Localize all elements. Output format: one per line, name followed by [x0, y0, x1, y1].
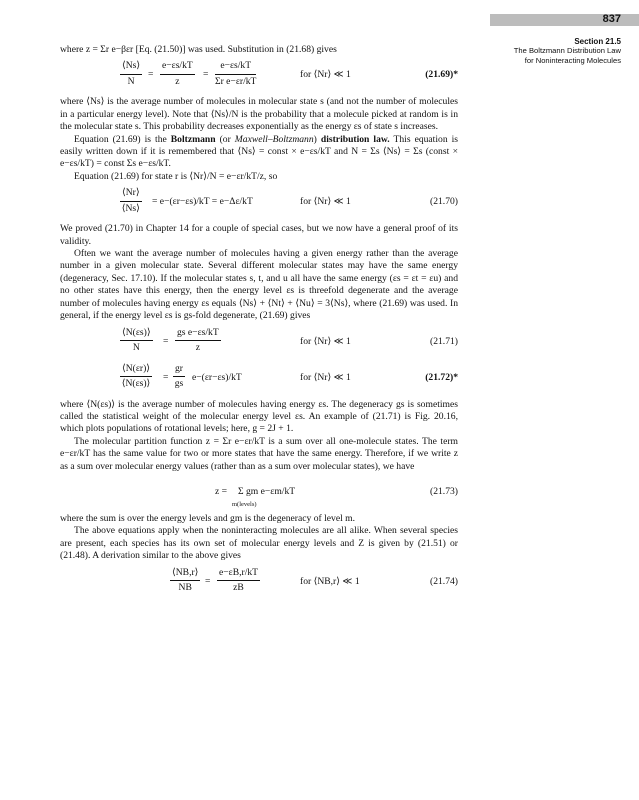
paragraph: The molecular partition function z = Σr e−εr/kT is a sum over all one-molecule states. The term e−εr/kT has the same value for two or more states that have the same energy. Therefore, if we write z as a sum over molecular energy values (rather than as a sum over molecular states), we have: [60, 435, 458, 472]
condition: for ⟨Nr⟩ ≪ 1: [300, 196, 351, 208]
denominator: NB: [178, 581, 192, 593]
page-number: 837: [602, 13, 621, 25]
section-label: Section 21.5: [574, 37, 621, 46]
fraction: [217, 567, 260, 595]
equation-number: (21.69)*: [425, 69, 458, 81]
denominator: ⟨N(εs)⟩: [121, 377, 151, 389]
fraction: [120, 60, 142, 88]
paragraph: Equation (21.69) is the Boltzmann (or Maxwell–Boltzmann) distribution law. This equation is easily written down if it is remembered that ⟨Ns⟩ = const × e−εs/kT and N = Σs ⟨Ns⟩ = Σs (const × e−εs/kT) = const Σs e−εs/kT.: [60, 133, 459, 170]
paragraph: where ⟨Ns⟩ is the average number of molecules in molecular state s (and not the number of molecules in a particular energy level). Note that ⟨Ns⟩/N is the probability that a molecule picked at random is in the molecular state s. This probability decreases exponentially as the energy εs of state s increases.: [60, 96, 458, 133]
denominator: N: [127, 75, 135, 87]
numerator: ⟨Nr⟩: [120, 187, 142, 201]
body-text: [60, 44, 458, 603]
condition: for ⟨Nr⟩ ≪ 1: [300, 69, 351, 81]
condition: for ⟨Nr⟩ ≪ 1: [300, 371, 351, 383]
equals-sign: =: [203, 69, 209, 81]
condition: for ⟨NB,r⟩ ≪ 1: [300, 575, 360, 587]
equals-sign: =: [163, 371, 169, 383]
denominator: z: [175, 75, 180, 87]
paragraph: We proved (21.70) in Chapter 14 for a couple of special cases, but we now have a general proof of its validity.: [60, 223, 458, 247]
denominator: Σr e−εr/kT: [215, 75, 257, 87]
numerator: e−εs/kT: [215, 60, 256, 74]
fraction: [170, 567, 200, 595]
fraction: [120, 187, 142, 215]
paragraph: where the sum is over the energy levels and gm is the degeneracy of level m.: [60, 512, 355, 524]
numerator: gs e−εs/kT: [175, 327, 221, 341]
fraction: [175, 327, 221, 355]
equation-number: (21.73): [430, 485, 458, 497]
equation-21-74: [60, 567, 458, 599]
running-head: [431, 37, 621, 65]
equals-sign: =: [148, 69, 154, 81]
paragraph: Often we want the average number of molecules having a given energy rather than the average number in a given molecular state. Several different molecular states may have the same energy (degeneracy, Sec. 17.10). If the molecular states s, t, and u all have the same energy (εs = εt = εu) and no other states have this energy, then the energy level εs is threefold degenerate and the average number of molecules having energy εs equals ⟨Ns⟩ + ⟨Nt⟩ + ⟨Nu⟩ = 3⟨Ns⟩, where (21.69) was used. In general, if the energy level εs is gs-fold degenerate, (21.69) gives: [60, 248, 458, 322]
sum-index: m(levels): [232, 500, 257, 508]
equation-number: (21.74): [430, 575, 458, 587]
equation-21-73: [60, 477, 458, 509]
numerator: gr: [173, 363, 185, 377]
equals-sign: =: [163, 335, 169, 347]
numerator: ⟨NB,r⟩: [170, 567, 200, 581]
denominator: zB: [233, 581, 244, 593]
denominator: ⟨Ns⟩: [121, 202, 140, 214]
fraction: [120, 327, 153, 355]
equation-lhs: z =: [215, 485, 228, 497]
section-title-line1: The Boltzmann Distribution Law: [513, 46, 621, 56]
paragraph: where z = Σr e−βεr [Eq. (21.50)] was used. Substitution in (21.68) gives: [60, 44, 337, 55]
equation-number: (21.71): [430, 335, 458, 347]
numerator: ⟨Ns⟩: [120, 60, 142, 74]
equals-sign: =: [205, 575, 211, 587]
section-title-line2: for Noninteracting Molecules: [524, 55, 621, 65]
condition: for ⟨Nr⟩ ≪ 1: [300, 335, 351, 347]
equation-number: (21.72)*: [425, 371, 458, 383]
numerator: ⟨N(εs)⟩: [120, 327, 153, 341]
denominator: N: [132, 341, 140, 353]
fraction: [215, 60, 256, 88]
equation-number: (21.70): [430, 196, 458, 208]
fraction: [160, 60, 195, 88]
exponential-term: e−(εr−εs)/kT: [192, 371, 242, 383]
equation-21-72: [60, 363, 458, 395]
numerator: ⟨N(εr)⟩: [120, 363, 152, 377]
numerator: e−εB,r/kT: [217, 567, 260, 581]
paragraph: Equation (21.69) for state r is ⟨Nr⟩/N = e−εr/kT/z, so: [74, 170, 278, 182]
equation-21-71: [60, 327, 458, 359]
denominator: gs: [174, 377, 184, 389]
equation-sum: Σ gm e−εm/kT: [238, 485, 296, 497]
paragraph: The above equations apply when the noninteracting molecules are all alike. When several species are present, each species has its own set of molecular energy levels and Z is given by (21.51) or (21.48). A derivation similar to the above gives: [60, 525, 458, 562]
denominator: z: [195, 341, 200, 353]
fraction: [173, 363, 185, 391]
paragraph: where ⟨N(εs)⟩ is the average number of molecules having energy εs. The degeneracy gs is sometimes called the statistical weight of the molecular energy level εs. An example of (21.71) is Fig. 20.16, which plots populations of rotational levels; here, g = 2J + 1.: [60, 398, 458, 435]
numerator: e−εs/kT: [160, 60, 195, 74]
fraction: [120, 363, 152, 391]
right-hand-side: = e−(εr−εs)/kT = e−Δε/kT: [152, 196, 253, 208]
equation-21-69: [60, 60, 458, 92]
equation-21-70: [60, 187, 458, 219]
